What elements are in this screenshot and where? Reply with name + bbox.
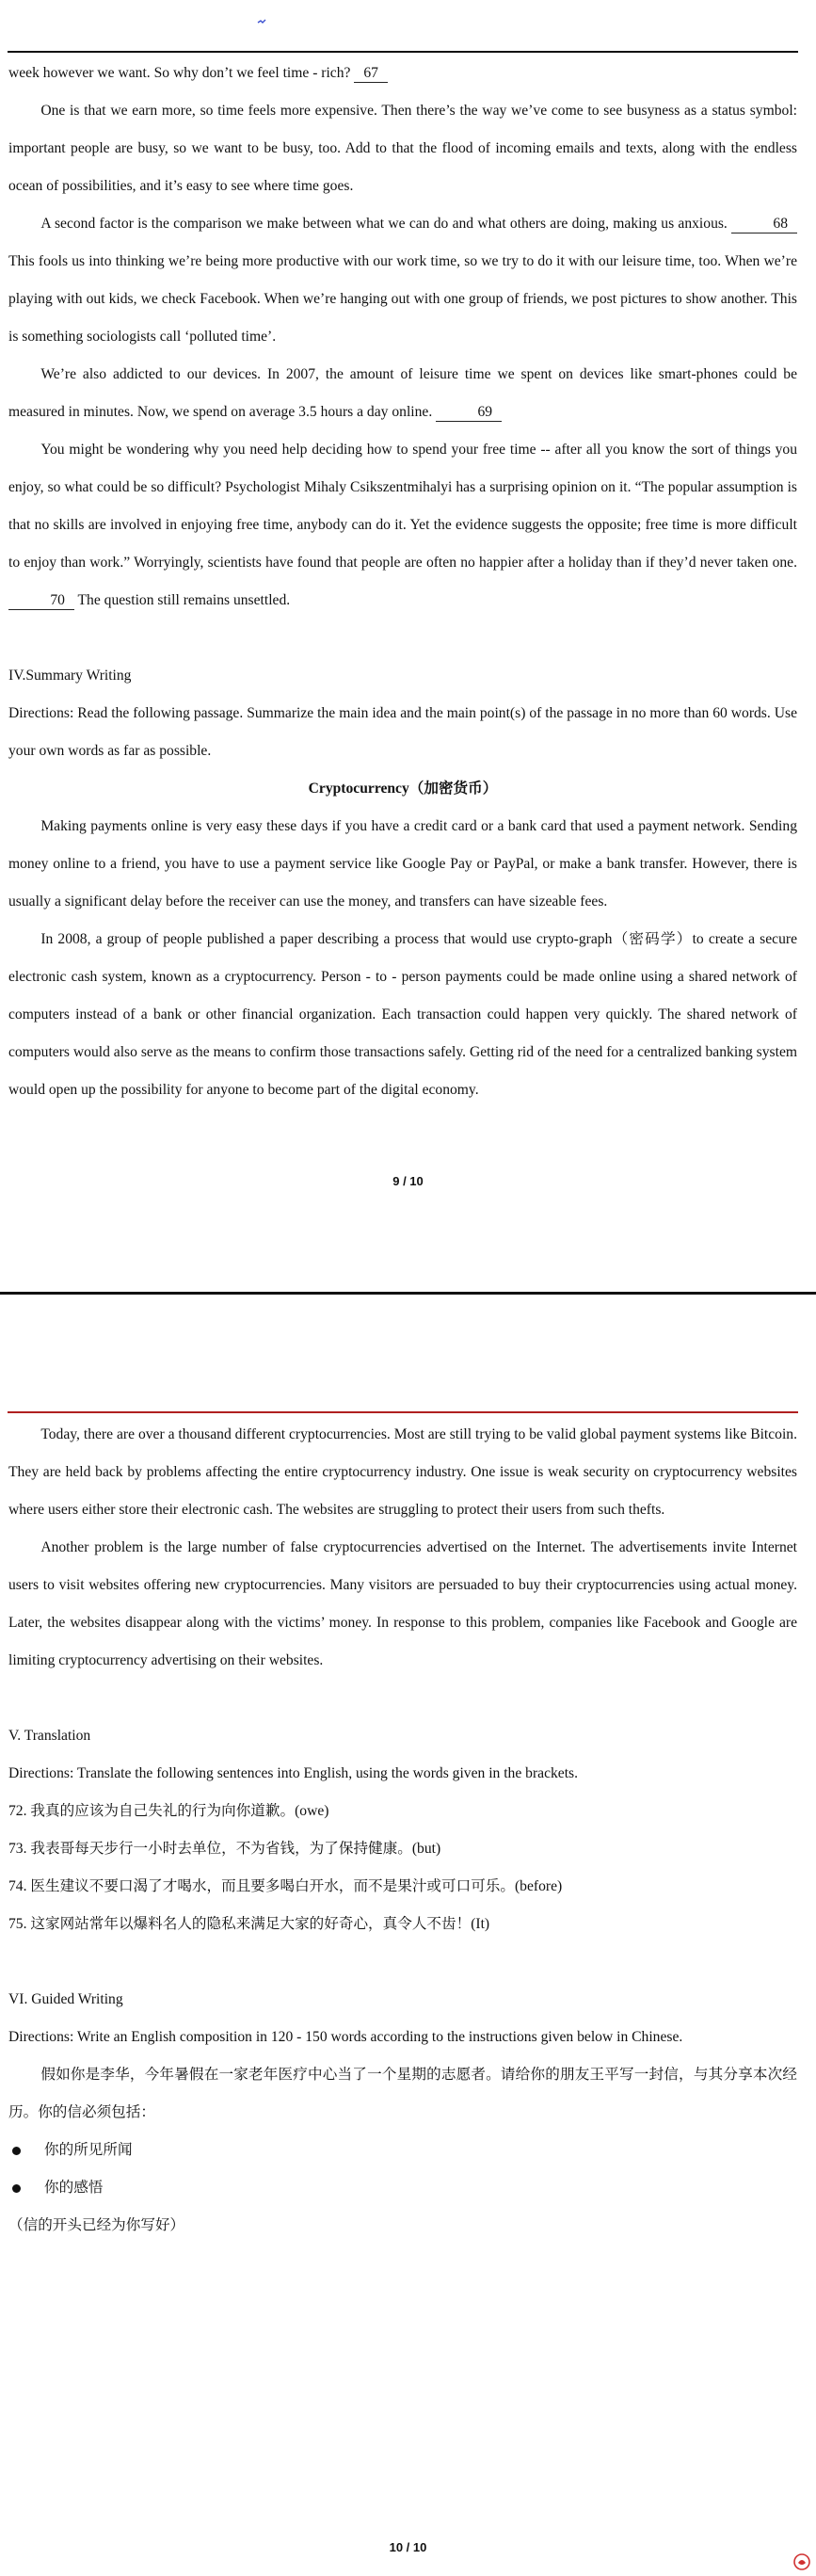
- section-heading-summary: IV.Summary Writing: [8, 668, 132, 684]
- section-heading-writing: VI. Guided Writing: [8, 1991, 123, 2007]
- writing-prompt: 假如你是李华，今年暑假在一家老年医疗中心当了一个星期的志愿者。请给你的朋友王平写一封信，与其分享本次经历。你的信必须包括：: [8, 2067, 797, 2120]
- summary-directions: Directions: Read the following passage. Summarize the main idea and the main point(s) of the passage in no more than 60 words. Use your own words as far as possible.: [8, 705, 797, 759]
- translation-item: 73. 我表哥每天步行一小时去单位，不为省钱，为了保持健康。(but): [8, 1841, 441, 1857]
- writing-requirements: [8, 2132, 797, 2207]
- page-content: [8, 1416, 797, 2245]
- passage-paragraph: A second factor is the comparison we make between what we can do and what others are doing, making us anxious. 68 This fools us into thinking we’re being more productive with our work time, so we try to do it with our leisure time, too. When we’re playing with out kids, we check Facebook. When we’re hanging out with one group of friends, we post pictures to show another. This is something sociologists call ‘polluted time’.: [8, 216, 797, 345]
- watermark-logo-icon: [793, 2553, 810, 2570]
- passage-line: week however we want. So why don’t we feel time - rich? 67: [8, 55, 797, 92]
- header-rule: [8, 1411, 798, 1413]
- list-item: 你的所见所闻: [8, 2132, 797, 2169]
- passage-paragraph: You might be wondering why you need help deciding how to spend your free time -- after all you know the sort of things you enjoy, so what could be so difficult? Psychologist Mihaly Csikszentmihalyi has a surprising opinion on it. “The popular assumption is that no skills are involved in enjoying free time, anybody can do it. Yet the evidence suggests the opposite; free time is more difficult to enjoy than work.” Worryingly, scientists have found that people are often no happier after a holiday than if they’d never taken one. 70 The question still remains unsettled.: [8, 442, 797, 608]
- translation-directions: Directions: Translate the following sentences into English, using the words given in the brackets.: [8, 1765, 579, 1781]
- writing-directions: Directions: Write an English composition in 120 - 150 words according to the instructions given below in Chinese.: [8, 2029, 683, 2045]
- blank-69: 69: [436, 404, 502, 422]
- translation-item: 75. 这家网站常年以爆料名人的隐私来满足大家的好奇心，真令人不齿！(It): [8, 1916, 490, 1932]
- header-rule: [8, 51, 798, 53]
- bullet-icon: [12, 2184, 21, 2193]
- translation-item: 72. 我真的应该为自己失礼的行为向你道歉。(owe): [8, 1803, 329, 1819]
- summary-paragraph: In 2008, a group of people published a paper describing a process that would use crypto-graph（密码学）to create a secure electronic cash system, known as a cryptocurrency. Person - to - person payments could be made online using a shared network of computers instead of a bank or other financial organization. Each transaction could happen very quickly. The shared network of computers would also serve as the means to confirm those transactions safely. Getting rid of the need for a centralized banking system would open up the possibility for anyone to become part of the digital economy.: [8, 931, 797, 1098]
- summary-paragraph: Today, there are over a thousand different cryptocurrencies. Most are still trying to be valid global payment systems like Bitcoin. They are held back by problems affecting the entire cryptocurrency industry. One issue is weak security on cryptocurrency websites where users either store their electronic cash. The websites are struggling to protect their users from such thefts.: [8, 1426, 797, 1518]
- blank-70: 70: [8, 592, 74, 610]
- passage-title: Cryptocurrency（加密货币）: [308, 781, 498, 797]
- passage-paragraph: One is that we earn more, so time feels more expensive. Then there’s the way we’ve come to see busyness as a status symbol: important people are busy, so we want to be busy, too. Add to that the flood of incoming emails and texts, along with the endless ocean of possibilities, and it’s easy to see where time goes.: [8, 103, 797, 194]
- passage-continuation: [8, 55, 797, 1109]
- scan-mark-icon: [257, 19, 266, 24]
- document-page-10: [0, 1297, 816, 2576]
- page-number: 9 / 10: [392, 1174, 424, 1188]
- summary-paragraph: Making payments online is very easy these days if you have a credit card or a bank card that used a payment network. Sending money online to a friend, you have to use a payment service like Google Pay or PayPal, or make a bank transfer. However, there is usually a significant delay before the receiver can use the money, and transfers can have sizeable fees.: [8, 818, 797, 910]
- document-page-9: [0, 0, 816, 1273]
- section-heading-translation: V. Translation: [8, 1728, 91, 1744]
- blank-67: 67: [354, 65, 388, 83]
- translation-item: 74. 医生建议不要口渴了才喝水，而且要多喝白开水，而不是果汁或可口可乐。(before): [8, 1878, 563, 1894]
- page-separator: [0, 1273, 816, 1297]
- blank-68: 68: [731, 216, 797, 233]
- list-item: 你的感悟: [8, 2169, 797, 2207]
- writing-note: （信的开头已经为你写好）: [8, 2217, 185, 2233]
- bullet-icon: [12, 2147, 21, 2155]
- summary-paragraph: Another problem is the large number of false cryptocurrencies advertised on the Internet. The advertisements invite Internet users to visit websites offering new cryptocurrencies. Many visitors are persuaded to buy their cryptocurrencies using actual money. Later, the websites disappear along with the victims’ money. In response to this problem, companies like Facebook and Google are limiting cryptocurrency advertising on their websites.: [8, 1539, 797, 1668]
- passage-paragraph: We’re also addicted to our devices. In 2007, the amount of leisure time we spent on devices like smart-phones could be measured in minutes. Now, we spend on average 3.5 hours a day online. 69: [8, 366, 797, 420]
- page-number: 10 / 10: [389, 2540, 427, 2554]
